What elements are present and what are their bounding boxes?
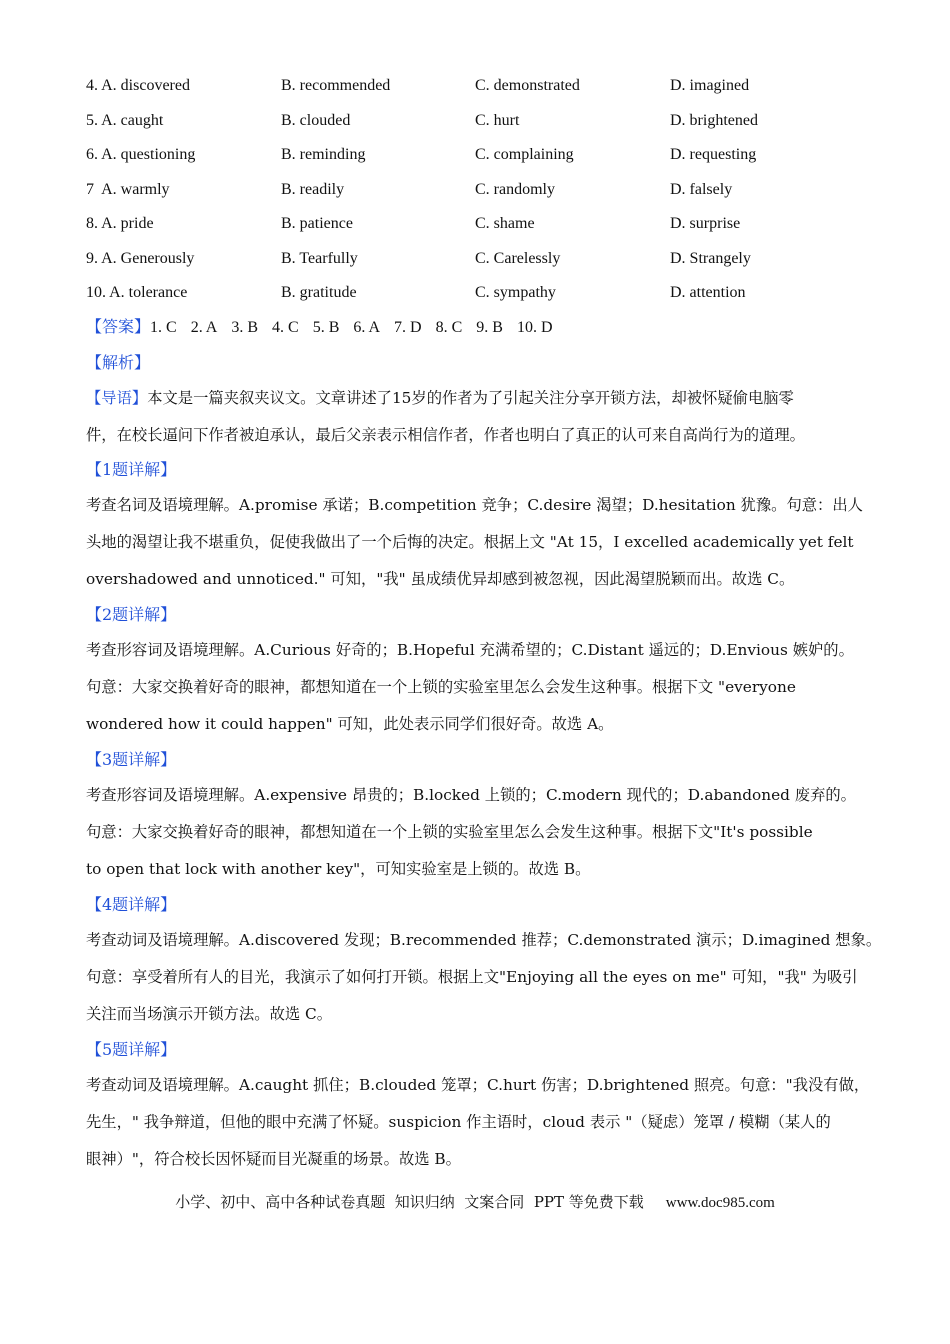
answer-item: 3. B [231, 319, 259, 336]
detail-5-line: 眼神）"，符合校长因怀疑而目光凝重的场景。故选 B。 [86, 1150, 461, 1168]
detail-3-line: 句意：大家交换着好奇的眼神，都想知道在一个上锁的实验室里怎么会发生这种事。根据下文"It's possible [86, 823, 813, 841]
option-row-4 [86, 74, 886, 98]
detail-3-label: 【3题详解】 [86, 750, 177, 769]
option-c: C. shame [475, 215, 535, 232]
footer-link[interactable]: www.doc985.com [665, 1195, 775, 1211]
page-footer [0, 1190, 950, 1215]
option-row-8 [86, 212, 886, 236]
answer-item: 6. A [353, 319, 381, 336]
detail-3-line: 考查形容词及语境理解。A.expensive 昂贵的；B.locked 上锁的；C.modern 现代的；D.abandoned 废弃的。 [86, 786, 856, 804]
option-b: B. recommended [281, 77, 391, 94]
option-d: D. requesting [670, 146, 757, 163]
option-b: B. patience [281, 215, 353, 232]
detail-5-line: 先生，" 我争辩道，但他的眼中充满了怀疑。suspicion 作主语时，cloud 表示 "（疑虑）笼罩 / 模糊（某人的 [86, 1113, 831, 1131]
option-c: C. demonstrated [475, 77, 580, 94]
option-row-6 [86, 143, 886, 167]
option-row-7 [86, 178, 886, 202]
answer-row [86, 315, 567, 339]
detail-2-line: wondered how it could happen" 可知，此处表示同学们很好奇。故选 A。 [86, 715, 614, 733]
option-c: C. randomly [475, 181, 555, 198]
guide-line-1 [86, 386, 876, 410]
guide-text: 本文是一篇夹叙夹议文。文章讲述了15岁的作者为了引起关注分享开锁方法，却被怀疑偷电脑零 [147, 389, 794, 407]
option-b: B. reminding [281, 146, 366, 163]
option-d: D. surprise [670, 215, 741, 232]
detail-4-line: 考查动词及语境理解。A.discovered 发现；B.recommended 推荐；C.demonstrated 演示；D.imagined 想象。 [86, 931, 882, 949]
guide-label: 【导语】 [86, 389, 148, 407]
option-row-9 [86, 247, 886, 271]
answer-label: 【答案】 [86, 317, 151, 336]
option-a: 9. A. Generously [86, 250, 195, 267]
option-a: 10. A. tolerance [86, 284, 188, 301]
answer-item: 5. B [312, 319, 340, 336]
detail-1-line: overshadowed and unnoticed." 可知，"我" 虽成绩优异却感到被忽视，因此渴望脱颖而出。故选 C。 [86, 570, 795, 588]
option-a: 5. A. caught [86, 112, 164, 129]
detail-4-line: 句意：享受着所有人的目光，我演示了如何打开锁。根据上文"Enjoying all the eyes on me" 可知，"我" 为吸引 [86, 968, 858, 986]
option-b: B. gratitude [281, 284, 357, 301]
analysis-label: 【解析】 [86, 353, 151, 372]
answer-item: 4. C [272, 319, 299, 336]
option-b: B. readily [281, 181, 345, 198]
option-a: 4. A. discovered [86, 77, 190, 94]
option-a: 6. A. questioning [86, 146, 196, 163]
detail-2-line: 考查形容词及语境理解。A.Curious 好奇的；B.Hopeful 充满希望的；C.Distant 遥远的；D.Envious 嫉妒的。 [86, 641, 854, 659]
answer-item: 2. A [190, 319, 218, 336]
answer-item: 10. D [516, 319, 553, 336]
option-a: 7 A. warmly [86, 181, 170, 198]
option-d: D. Strangely [670, 250, 751, 267]
option-c: C. hurt [475, 112, 520, 129]
guide-line-2: 件，在校长逼问下作者被迫承认，最后父亲表示相信作者，作者也明白了真正的认可来自高尚行为的道理。 [86, 426, 805, 444]
detail-1-label: 【1题详解】 [86, 460, 177, 479]
answer-item: 8. C [435, 319, 463, 336]
option-d: D. imagined [670, 77, 750, 94]
detail-1-line: 考查名词及语境理解。A.promise 承诺；B.competition 竞争；C.desire 渴望；D.hesitation 犹豫。句意：出人 [86, 496, 863, 514]
option-c: C. sympathy [475, 284, 556, 301]
detail-5-line: 考查动词及语境理解。A.caught 抓住；B.clouded 笼罩；C.hurt 伤害；D.brightened 照亮。句意："我没有做， [86, 1076, 870, 1094]
footer-text: 小学、初中、高中各种试卷真题 知识归纳 文案合同 PPT 等免费下载 [175, 1193, 644, 1211]
option-d: D. falsely [670, 181, 733, 198]
option-b: B. clouded [281, 112, 351, 129]
detail-4-line: 关注而当场演示开锁方法。故选 C。 [86, 1005, 333, 1023]
detail-1-line: 头地的渴望让我不堪重负，促使我做出了一个后悔的决定。根据上文 "At 15，I excelled academically yet felt [86, 533, 854, 551]
detail-2-label: 【2题详解】 [86, 605, 177, 624]
option-d: D. brightened [670, 112, 758, 129]
detail-3-line: to open that lock with another key"，可知实验室是上锁的。故选 B。 [86, 860, 591, 878]
answer-item: 9. B [476, 319, 503, 336]
detail-4-label: 【4题详解】 [86, 895, 177, 914]
detail-2-line: 句意：大家交换着好奇的眼神，都想知道在一个上锁的实验室里怎么会发生这种事。根据下文 "everyone [86, 678, 796, 696]
option-c: C. complaining [475, 146, 574, 163]
option-a: 8. A. pride [86, 215, 154, 232]
option-row-5 [86, 109, 886, 133]
detail-5-label: 【5题详解】 [86, 1040, 177, 1059]
answer-item: 7. D [394, 319, 422, 336]
option-b: B. Tearfully [281, 250, 358, 267]
option-row-10 [86, 281, 886, 305]
answer-item: 1. C [150, 319, 177, 336]
option-d: D. attention [670, 284, 746, 301]
option-c: C. Carelessly [475, 250, 561, 267]
